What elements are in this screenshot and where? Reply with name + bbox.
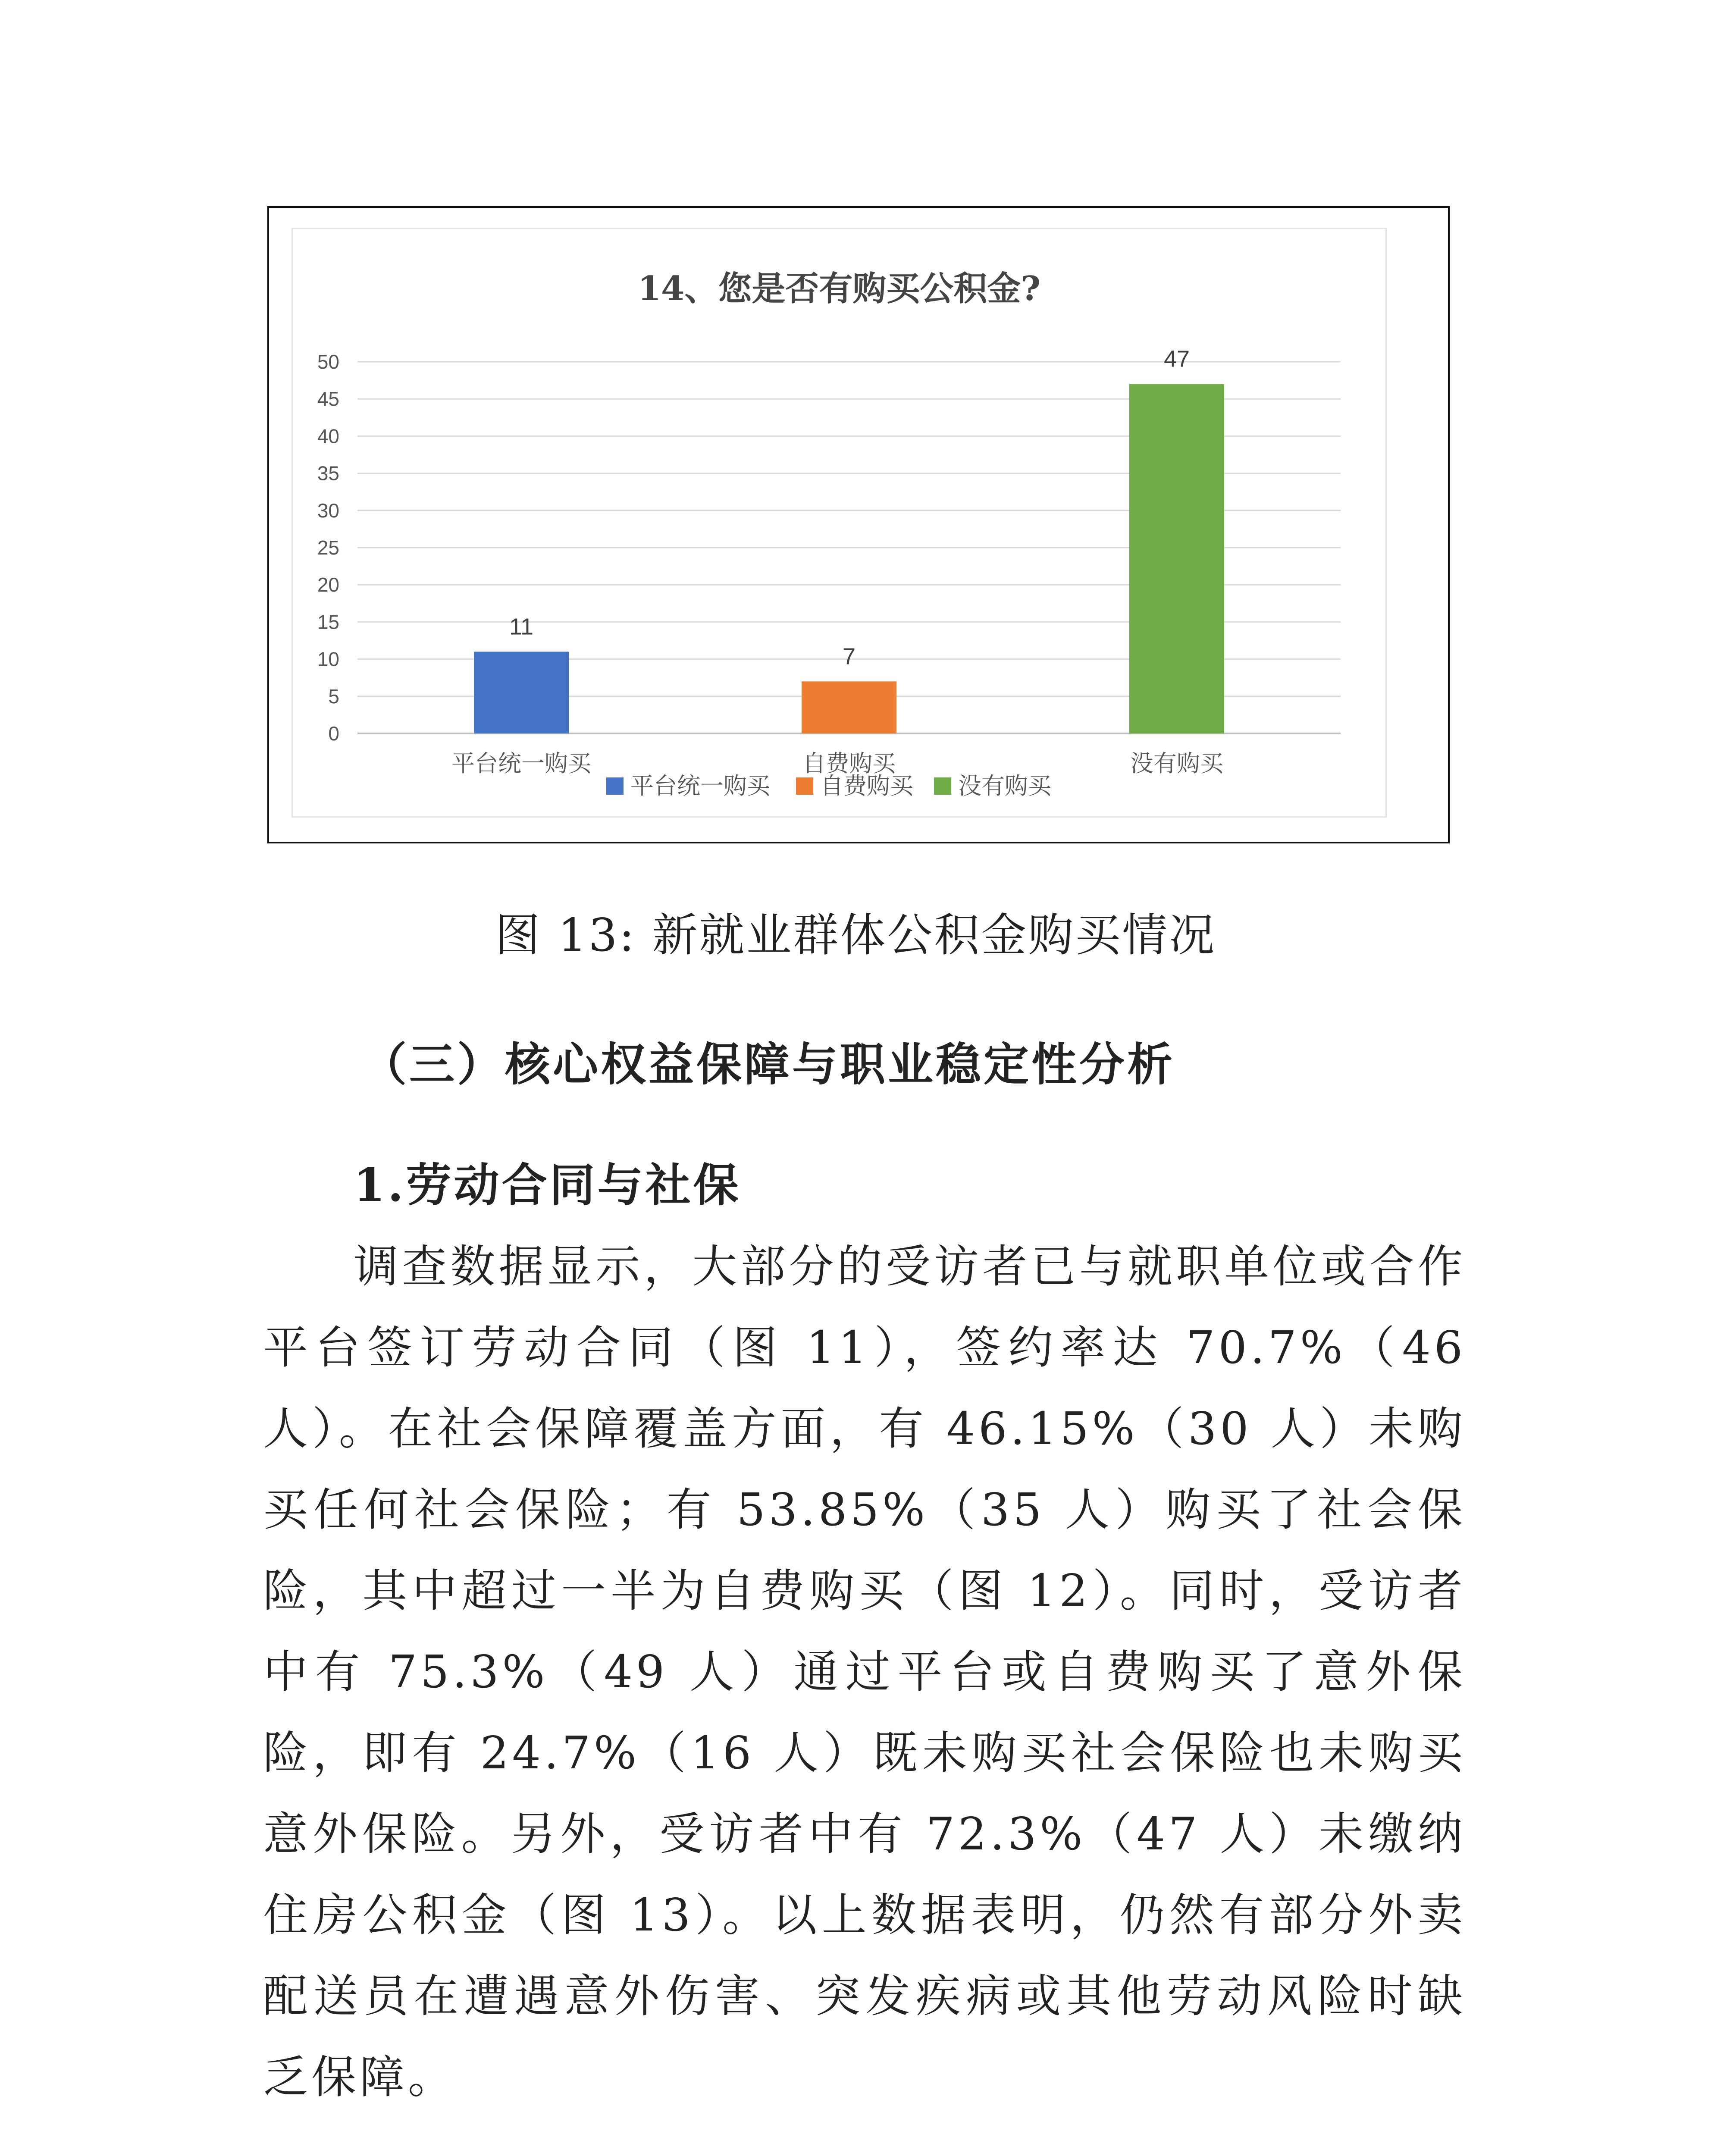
legend-label: 没有购买: [958, 773, 1051, 799]
legend-label: 平台统一购买: [630, 773, 770, 799]
y-tick-label: 45: [317, 388, 339, 411]
data-label: 7: [842, 643, 856, 670]
y-tick-label: 20: [317, 573, 339, 596]
x-tick-label: 平台统一购买: [451, 751, 591, 777]
legend-swatch: [934, 777, 951, 795]
data-label: 47: [1163, 346, 1190, 372]
figure-caption: 图 13: 新就业群体公积金购买情况: [495, 909, 1216, 962]
y-tick-label: 30: [317, 499, 339, 522]
y-tick-label: 40: [317, 425, 339, 448]
chart-title: 14、您是否有购买公积金?: [637, 269, 1041, 308]
y-tick-label: 10: [317, 648, 339, 671]
data-label: 11: [509, 614, 534, 640]
y-tick-label: 25: [317, 536, 339, 559]
section-heading: （三）核心权益保障与职业稳定性分析: [361, 1037, 1175, 1091]
bar: [474, 652, 569, 733]
x-tick-label: 没有购买: [1130, 751, 1223, 777]
bar-chart: [293, 229, 1385, 816]
bar: [802, 681, 896, 733]
y-tick-label: 50: [317, 351, 339, 373]
x-tick-label: 自费购买: [802, 751, 896, 777]
body-paragraph: 调查数据显示，大部分的受访者已与就职单位或合作平台签订劳动合同（图 11），签约率达 70.7%（46 人）。在社会保障覆盖方面，有 46.15%（30 人）未购买任何社会保险；有 53.85%（35 人）购买了社会保险，其中超过一半为自费购买（图 12）。同时，受访者中有 75.3%（49 人）通过平台或自费购买了意外保险，即有 24.7%（16 人）既未购买社会保险也未购买意外保险。另外，受访者中有 72.3%（47 人）未缴纳住房公积金（图 13）。以上数据表明，仍然有部分外卖配送员在遭遇意外伤害、突发疾病或其他劳动风险时缺乏保障。: [263, 1240, 1466, 2103]
bar: [1129, 384, 1224, 733]
y-tick-label: 15: [317, 611, 339, 633]
legend-label: 自费购买: [820, 773, 913, 799]
sub-heading: 1.劳动合同与社保: [354, 1158, 741, 1212]
legend-swatch: [796, 777, 813, 795]
chart-area: [291, 228, 1387, 818]
chart-frame: [267, 206, 1450, 843]
y-tick-label: 35: [317, 462, 339, 485]
legend-swatch: [606, 777, 624, 795]
y-tick-label: 5: [328, 685, 339, 708]
y-tick-label: 0: [328, 722, 339, 745]
